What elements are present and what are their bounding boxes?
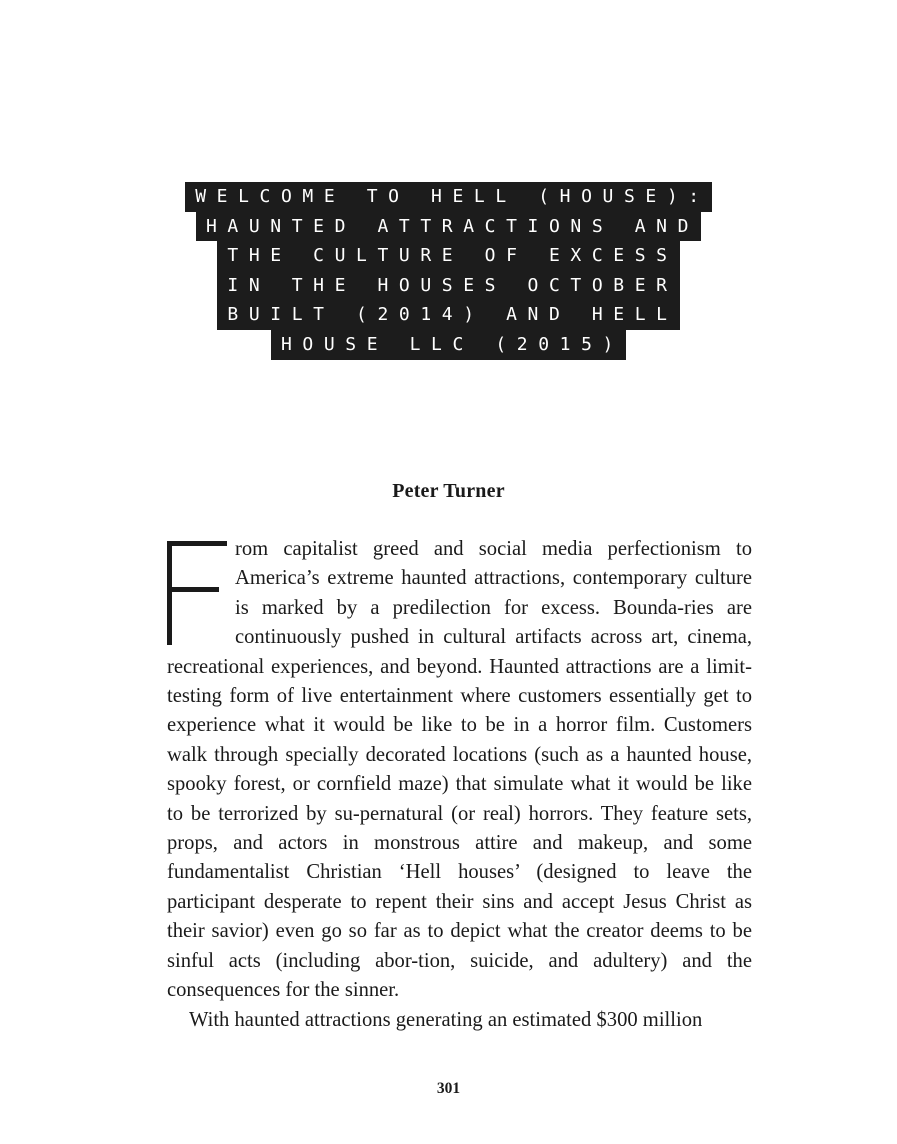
chapter-title-line: THE CULTURE OF EXCESS [217,241,679,271]
chapter-title [0,182,897,360]
chapter-title-line: HAUNTED ATTRACTIONS AND [196,212,701,242]
body-text [167,535,752,1035]
chapter-title-line: BUILT (2014) AND HELL [217,300,679,330]
chapter-title-line: IN THE HOUSES OCTOBER [217,271,679,301]
paragraph: With haunted attractions generating an estimated $300 million [189,1008,703,1031]
drop-cap-glyph-icon [167,541,229,647]
author-name: Peter Turner [392,480,505,502]
paragraph [167,535,752,1006]
chapter-title-line: HOUSE LLC (2015) [271,330,626,360]
paragraph-text: rom capitalist greed and social media perfectionism to America’s extreme haunted attractions, contemporary culture is marked by a predilection for excess. Bounda-ries are continuously pushed in cultural artifacts across art, cinema, recreational experiences, and beyond. Haunted attractions are a limit-testing form of live entertainment where customers essentially get to experience what it would be like to be in a horror film. Customers walk through specially decorated locations (such as a haunted house, spooky forest, or cornfield maze) that simulate what it would be like to be terrorized by su-pernatural (or real) horrors. They feature sets, props, and actors in monstrous attire and makeup, and some fundamentalist Christian ‘Hell houses’ (designed to leave the participant desperate to repent their sins and accept Jesus Christ as their savior) even go so far as to depict what the creator deems to be sinful acts (including abor-tion, suicide, and adultery) and the consequences for the sinner. [167,538,752,1002]
chapter-title-line: WELCOME TO HELL (HOUSE): [185,182,712,212]
page-number: 301 [436,1080,461,1097]
drop-cap [167,541,229,647]
